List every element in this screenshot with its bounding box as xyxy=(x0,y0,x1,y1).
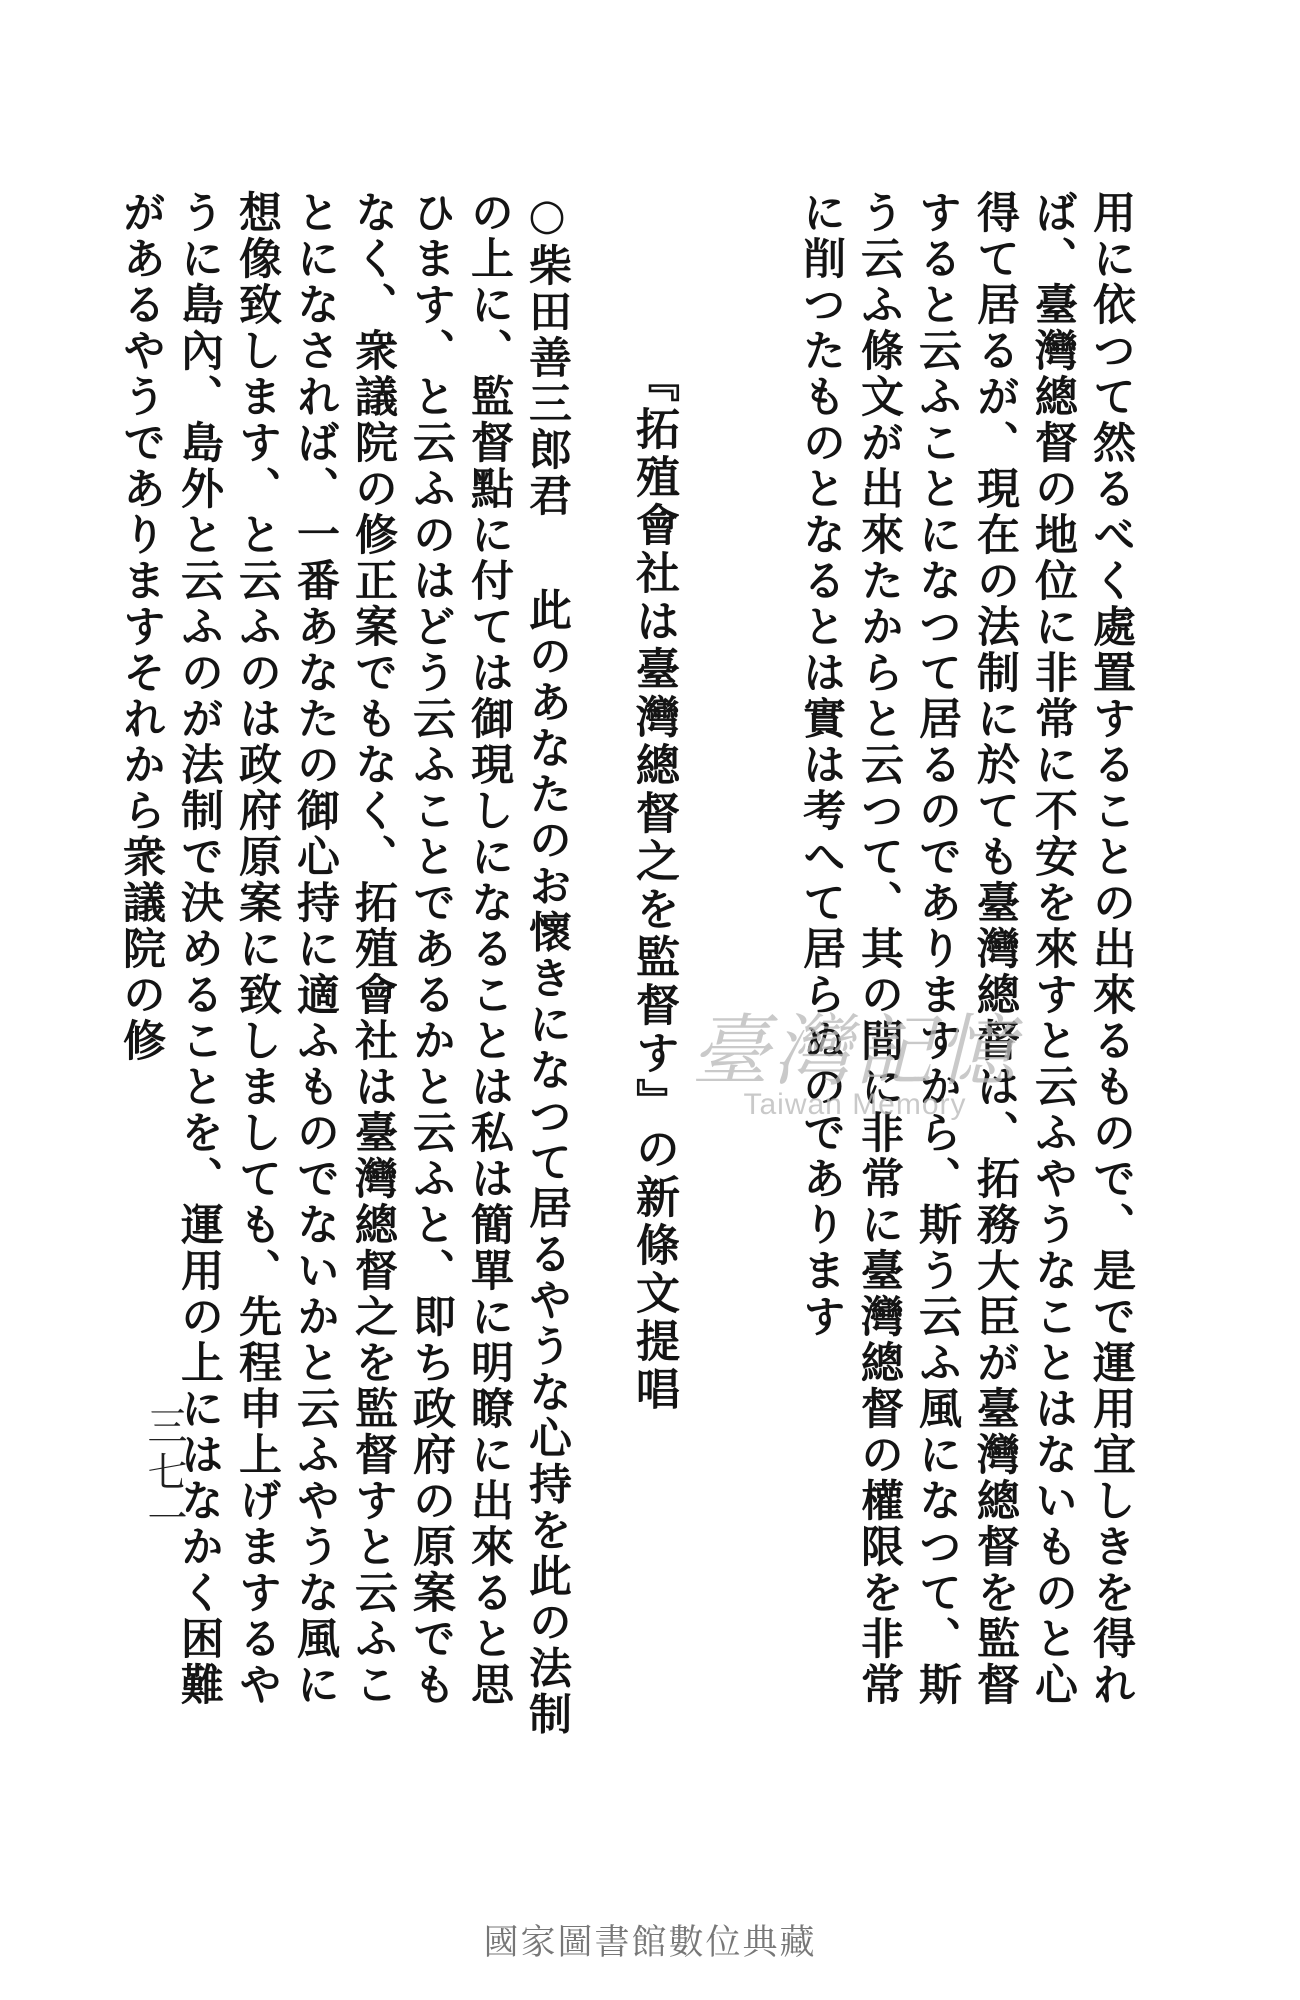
watermark-caption: Taiwan Memory xyxy=(743,1088,967,1121)
speaker-name: ○柴田善三郎君 xyxy=(522,190,572,519)
archive-footer-label: 國家圖書館數位典藏 xyxy=(483,1923,817,1962)
page-number: 三七一 xyxy=(141,1405,187,1543)
paragraph-continuation: 用に依つて然るべく處置することの出來るもので、是で運用宜しきを得れば、臺灣總督の地位に非常に不安を來すと云ふやうなことはないものと心得て居るが、現在の法制に於ても臺灣總督は、拓務大臣が臺灣總督を監督すると云ふことになつて居るのでありますから、斯う云ふ風になつて、斯う云ふ條文が出來たからと云つて、其の間に非常に臺灣總督の權限を非常に削つたものとなるとは實は考へて居らぬのであります xyxy=(796,190,1136,1708)
speaker-gap xyxy=(526,519,569,588)
speech-text: 此のあなたのお懷きになつて居るやうな心持を此の法制の上に、監督點に付ては御現しになることは私は簡單に明瞭に出來ると思ひます、と云ふのはどう云ふことであるかと云ふと、即ち政府の原案でもなく、衆議院の修正案でもなく、拓殖會社は臺灣總督之を監督すと云ふことになされば、一番あなたの御心持に適ふものでないかと云ふやうな風に想像致します、と云ふのは政府原案に致しましても、先程申上げまするやうに島內、島外と云ふのが法制で決めることを、運用の上にはなかく困難があるやうでありますそれから衆議院の修 xyxy=(116,190,572,1738)
watermark-logo-text: 臺灣記憶 xyxy=(690,1007,1019,1097)
section-heading: 『拓殖會社は臺灣總督之を監督す』の新條文提唱 xyxy=(628,358,679,1414)
